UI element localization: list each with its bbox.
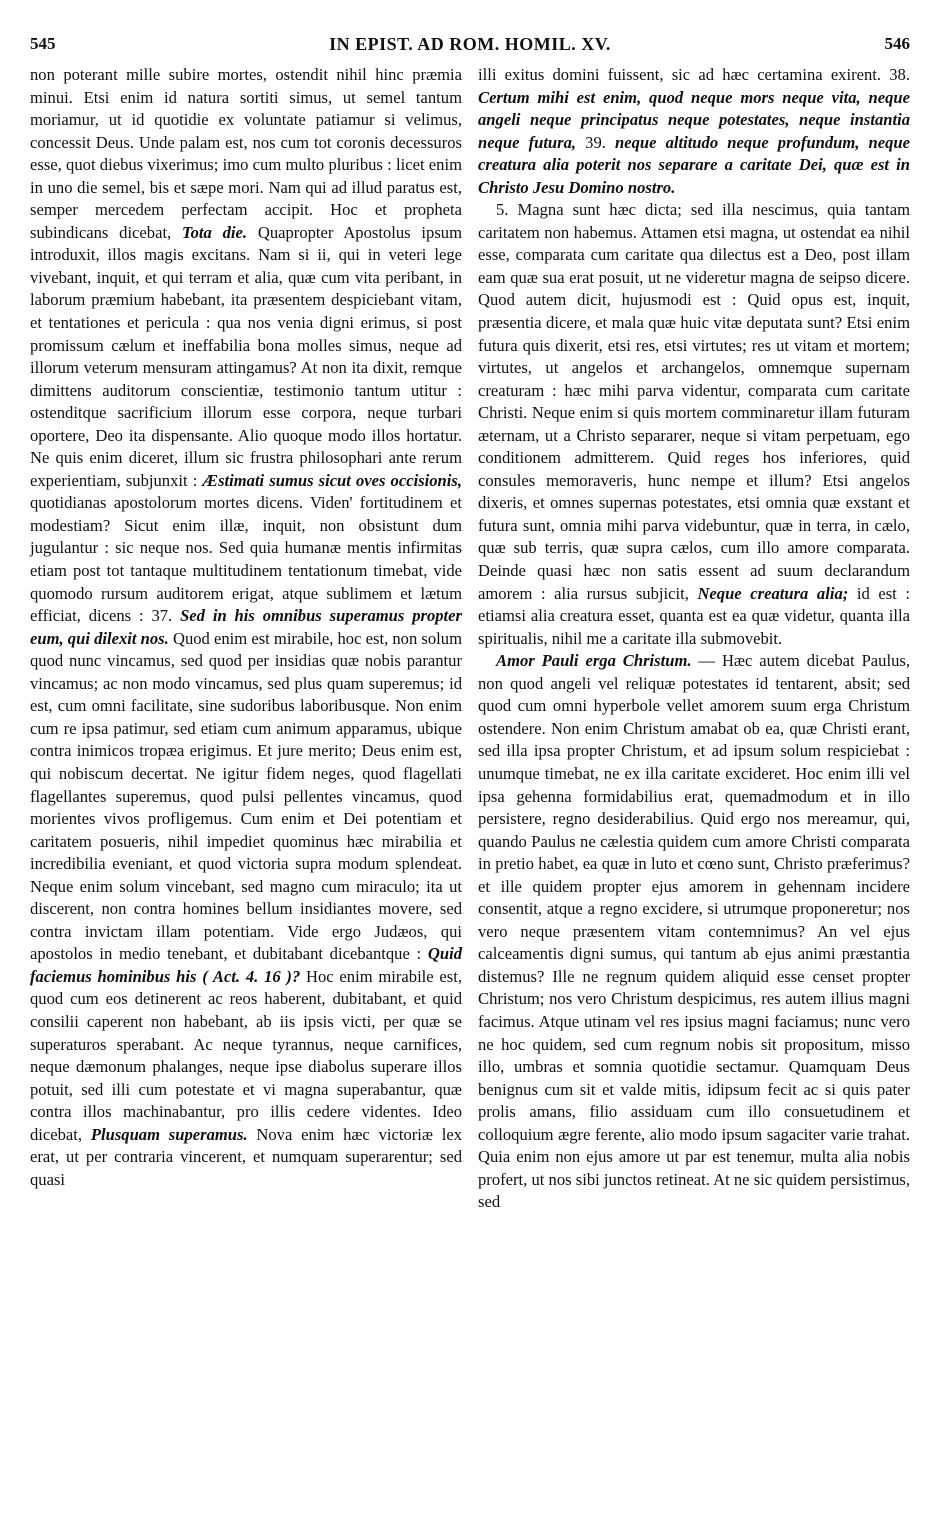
page-number-right: 546 [884,34,910,53]
right-column-paragraph [478,199,910,650]
left-column-text [30,64,462,1191]
text-run: non poterant mille subire mortes, ostendit nihil hinc præmia minui. Etsi enim id natura sortiti simus, ut semel tantum moriamur, ut id quotidie ex voluntate patiamur si velimus, concessit Deus. Unde palam est, nos cum tot coronis decessuros esse, quot diebus vixerimus; imo cum multo pluribus : licet enim in uno die semel, bis et sæpe mori. Nam qui ad illud paratus est, semper mercedem perfectam accipit. Hoc et propheta subindicans dicebat, [30,65,462,242]
text-run: Hoc enim mirabile est, quod cum eos detinerent ac reos haberent, dubitabant, et quid consilii caperent non habebant, ab iis ipsis victi, per quæ se superaturos sperabant. Ac neque tyrannus, neque carnifices, neque dæmonum phalanges, neque ipse diabolus superare illos potuit, sed illi cum potestate et vi magna superabantur, quæ contra illos machinabantur, pro illis cedere videntes. Ideo dicebat, [30,966,463,1144]
scripture-quote: Quid faciemus hominibus his ( Act. 4. 16 )? [30,944,462,986]
running-header [30,34,910,60]
running-title: IN EPIST. AD ROM. HOMIL. XV. [329,34,611,54]
page-number-left: 545 [30,34,56,53]
scripture-quote: Neque creatura alia; [697,583,849,603]
text-run: Quapropter Apostolus ipsum introduxit, illos magis excitans. Nam si ii, qui in veteri lege vivebant, inquit, et qui terram et alia, quæ cum vita peribant, in laborum præmium habebant, ita præsentem despiciebant vitam, et tentationes et pericula : qua nos venia digni erimus, si post promissum cælum et ineffabilia bona molles simus, neque ad illorum veterum mensuram attingamus? At non ita dixit, remque dimittens auditorum conscientiæ, testimonio tantum utitur : ostenditque sacrificium illorum esse corpora, neque turbari oportere, Deo ita dispensante. Alio quoque modo illos hortatur. Ne quis enim diceret, illum sic frustra philosophari ante rerum experientiam, subjunxit : [30,222,462,490]
text-run: Quod enim est mirabile, hoc est, non solum quod nunc vincamus, sed quod per insidias quæ nobis parantur vincamus; ac non modo vincamus, sed plus quam superemus; id est, cum omni facilitate, sine sudoribus laboribusque. Non enim cum re ipsa patimur, sed etiam cum animum apparamus, ubique contra inimicos tropæa erigimus. Et jure merito; Deus enim est, qui nobiscum decertat. Ne igitur fidem neges, quod flagellati flagellantes superemus, quod pulsi pellentes vincamus, quod morientes vivos profligemus. Cum enim et Dei potentiam et caritatem posueris, nihil impediet quominus hæc mirabilia et incredibilia eveniant, et quod victoria supra modum splendeat. Neque enim solum vincebant, sed magno cum miraculo; ita ut discerent, non contra homines bellum insidiantes movere, sed contra invictam illam potentiam. Vide ergo Judæos, qui apostolos in medio tenebant, et dubitabant dicebantque : [30,628,462,964]
text-run: 39. [576,132,615,152]
scripture-quote: Tota die. [182,222,248,242]
text-run: 5. Magna sunt hæc dicta; sed illa nescimus, quia tantam caritatem non habemus. Attamen etsi magna, ut ostendat ea nihil esse, comparata cum caritate qua dilectus est a Deo, post illam eam quæ sua erat posuit, ut ne videretur magna de seipso dicere. Quod autem dicit, hujusmodi est : Quid opus est, inquit, præsentia dicere, et mala quæ huic vitæ deputata sunt? Etsi enim futura quis dixerit, etsi res, etsi virtutes; res ut vitam et mortem; virtutes, ut angelos et archangelos, omnemque supernam creaturam : hæc mihi parva videntur, comparata cum caritate Christi. Neque enim si quis mortem comminaretur illam futuram æternam, ut a Christo separarer, neque si vitam perpetuam, ego conditionem admitterem. Quid reges hos inferiores, quid consules memoraveris, hunc nempe et illum? Etsi angelos dixeris, et omnes supernas potestates, etsi omnia quæ exstant et futura sunt, omnia mihi parva videbuntur, quæ in terra, in cælo, quæ sub terris, quæ supra cælos, cum illo amore comparata. Deinde quasi hæc non satis essent ad suum declarandum amorem : alia rursus subjicit, [478,200,910,603]
scripture-quote: Sed in his omnibus superamus propter eum, qui dilexit nos. [30,606,462,648]
text-run: id est : etiamsi alia creatura esset, quanta est ea quæ videtur, quanta illa spiritualis, nihil me a caritate illa submovebit. [478,583,910,648]
text-run: quotidianas apostolorum mortes dicens. Viden' fortitudinem et modestiam? Sicut enim illæ, inquit, non obsistunt dum jugulantur : sic neque nos. Sed quia humanæ mentis infirmitas etiam post tot tantaque multitudinem tentationum timebat, vide quomodo rursum auditorem erigat, atque sublimem et lætum efficiat, dicens : 37. [30,493,462,626]
scripture-quote: Certum mihi est enim, quod neque mors neque vita, neque angeli neque principatus neque potestates, neque instantia neque futura, [478,87,910,152]
scripture-quote: Æstimati sumus sicut oves occisionis, [202,470,462,490]
scripture-quote: neque altitudo neque profundum, neque creatura alia poterit nos separare a caritate Dei, quæ est in Christo Jesu Domino nostro. [478,132,910,197]
text-run: illi exitus domini fuissent, sic ad hæc certamina exirent. 38. [478,65,910,84]
right-column [478,64,910,1214]
text-run: Nova enim hæc victoriæ lex erat, ut per contraria vincerent, et numquam superarentur; sed quasi [30,1124,462,1189]
scripture-quote: Plusquam superamus. [90,1124,248,1144]
left-column [30,64,462,1191]
right-column-paragraph [478,650,910,1214]
section-heading: Amor Pauli erga Christum. [496,651,692,671]
text-run: — Hæc autem dicebat Paulus, non quod angeli vel reliquæ potestates id tentarent, absit; sed quod cum omni hyperbole vellet amorem suum erga Christum ostendere. Non enim Christum amabat ob ea, quæ Christi erant, sed illa ipsa propter Christum, et ad ipsum solum respiciebat : unumque timebat, ne ex illa caritate excideret. Hoc enim illi vel ipsa gehenna formidabilius erat, quemadmodum et in illo persistere, regno desiderabilius. Quid ergo nos mereamur, qui, quando Paulus ne cælestia quidem cum amore Christi comparata in pretio habet, ea quæ in luto et cœno sunt, Christo præferimus? et ille quidem propter ejus amorem in gehennam incidere consentit, atque a regno excidere, si utrumque proponeretur; nos vero neque præsentem vitam contemnimus? An vel ejus calceamentis digni sumus, qui tantum ab ejus animi præstantia distemus? Ille ne regnum quidem aliquid esse censet propter Christum; nos vero Christum despicimus, res autem illius magni facimus. Atque utinam vel res ipsius magni faciamus; nunc vero ne hoc quidem, sed cum regnum nobis sit propositum, misso illo, umbras et somnia quotidie sectamur. Quamquam Deus benignus cum sit et valde mitis, idipsum fecit ac si quis pater prolis amans, filio assiduam cum illo consuetudinem et colloquium ægre ferente, alio modo ipsum sagaciter varie trahat. Quia enim non ejus amore ut par est tenemur, multa alia nobis profert, ut nos sibi junctos retineat. At ne sic quidem persistimus, sed [478,651,910,1212]
right-column-paragraph [478,64,910,199]
